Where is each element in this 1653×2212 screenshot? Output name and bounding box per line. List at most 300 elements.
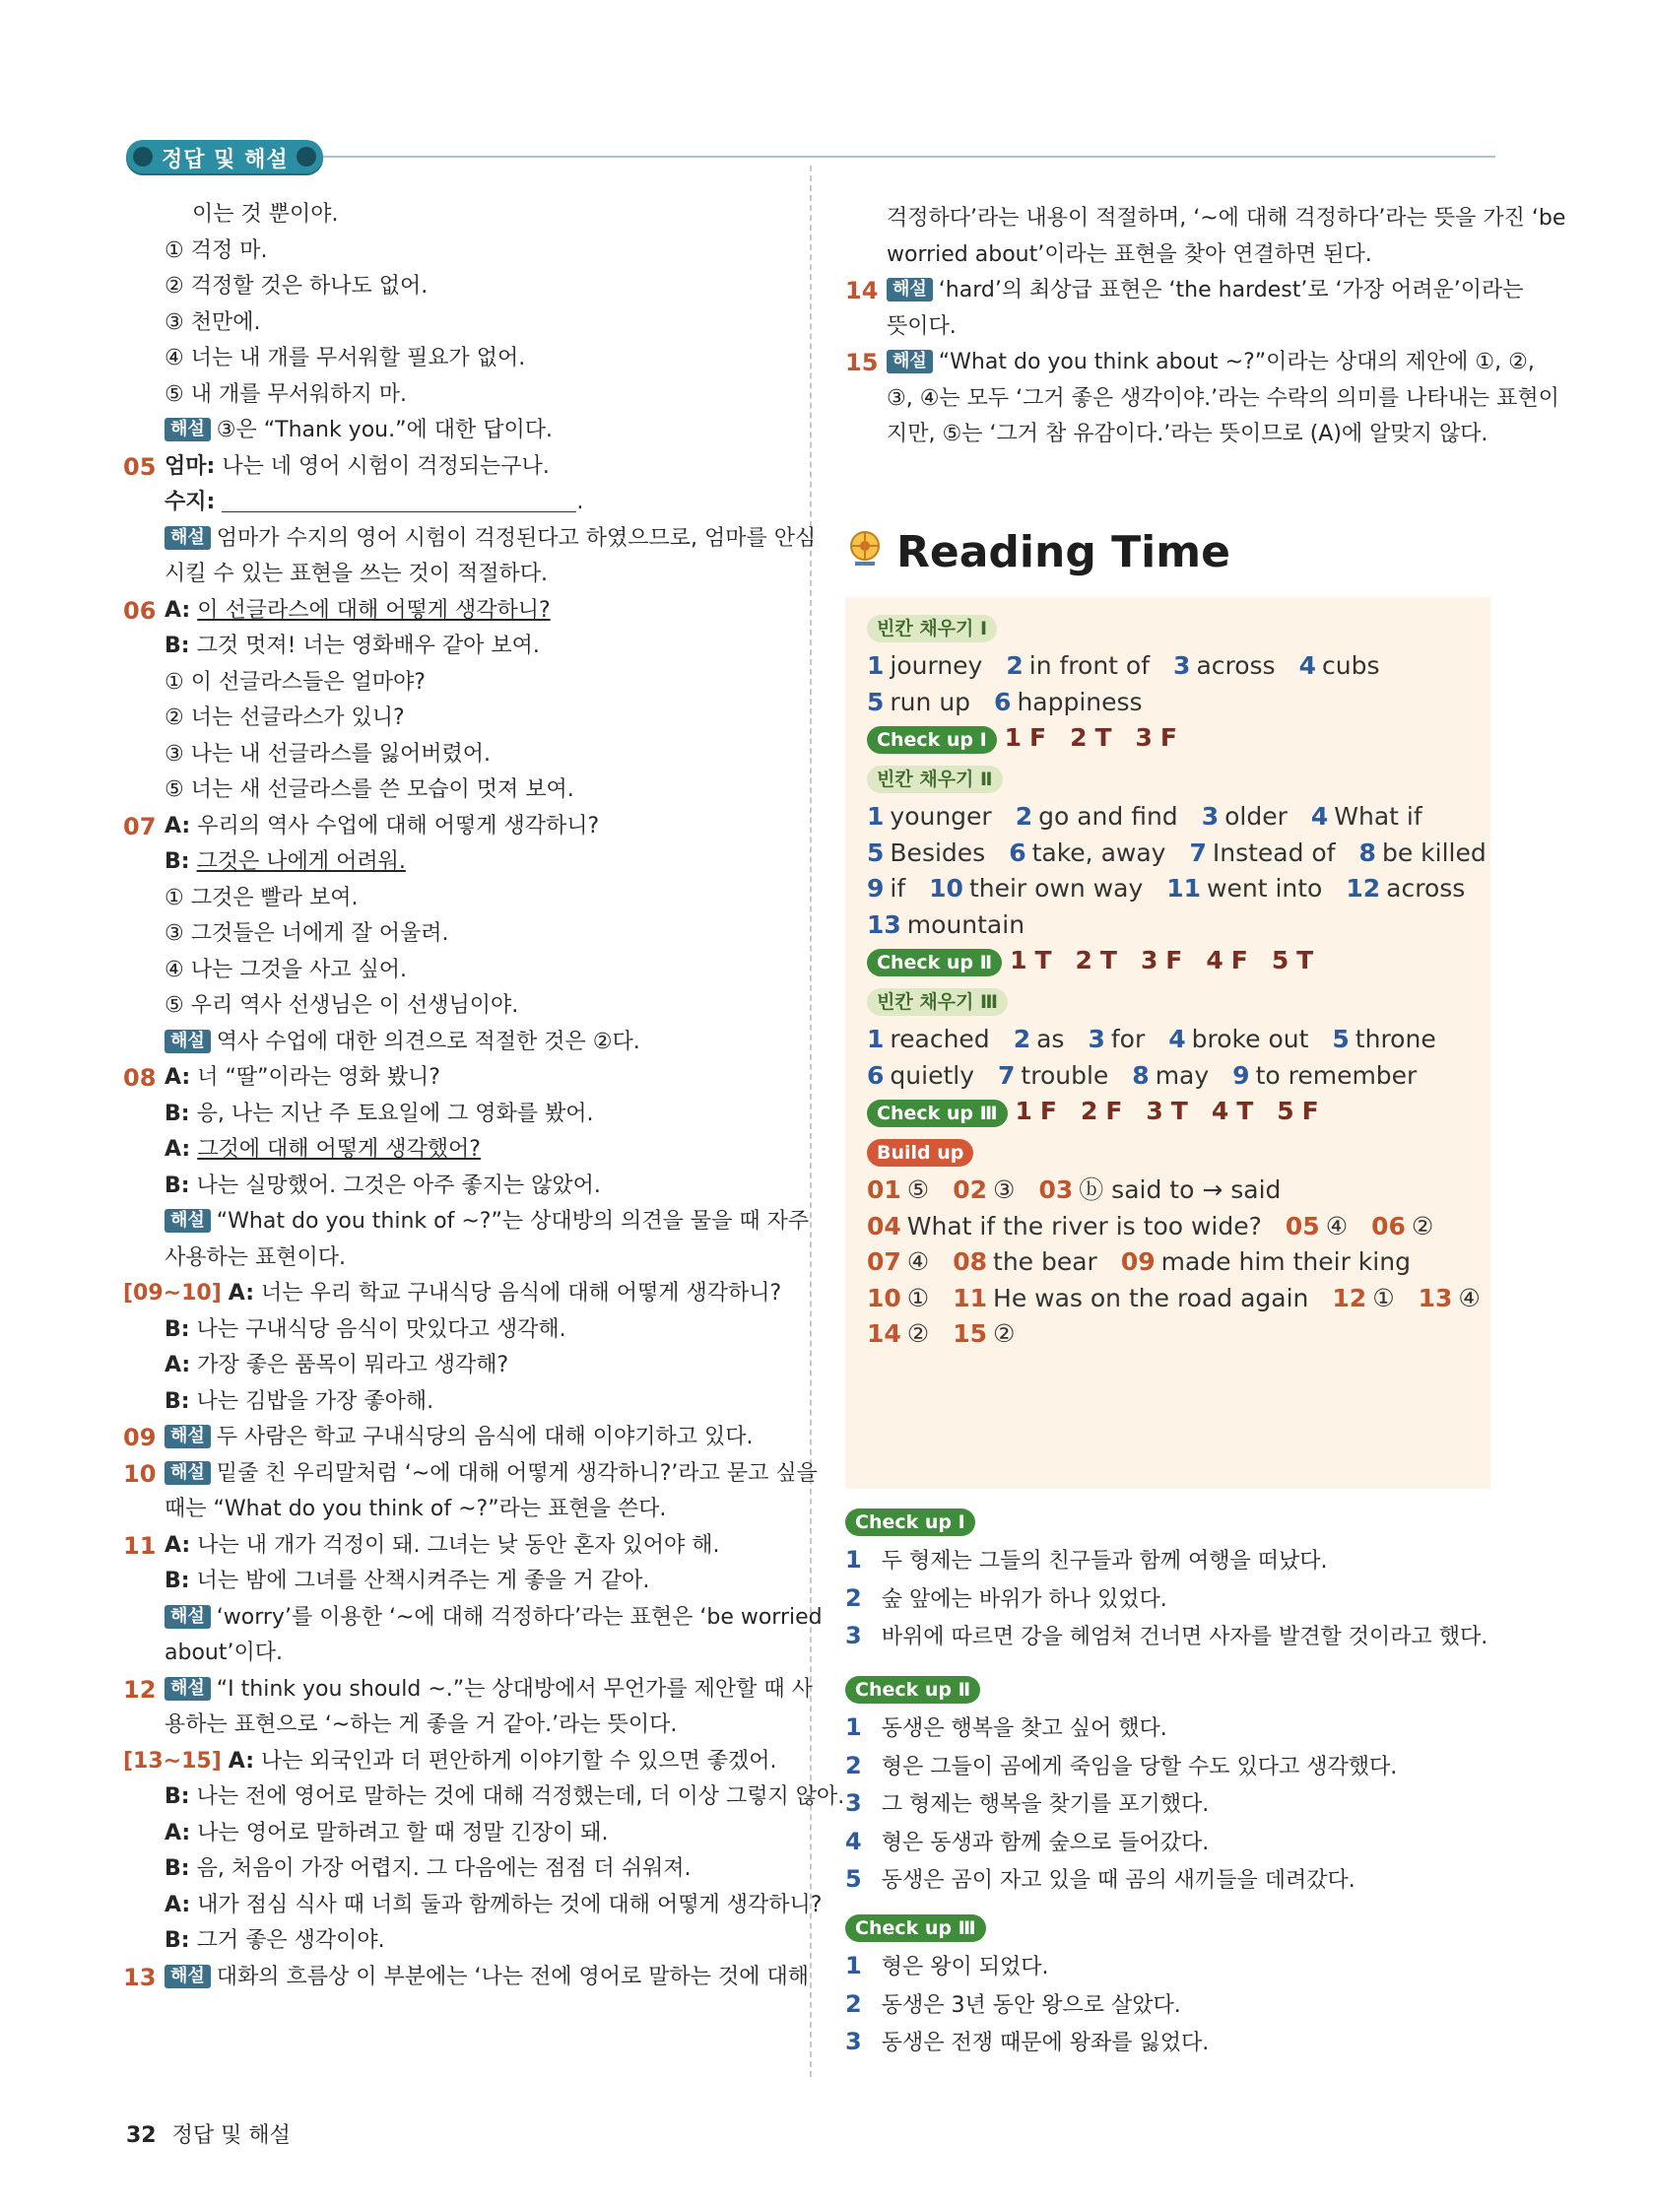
option-line: ④ 나는 그것을 사고 싶어. (165, 957, 407, 982)
check-up-2-row (867, 943, 1510, 982)
answer-item (867, 1061, 974, 1090)
answer-item (929, 874, 1143, 903)
answer-item (1359, 838, 1487, 867)
option-line: ③ 나는 내 선글라스를 잃어버렸어. (165, 741, 491, 767)
option-line: ④ 너는 내 개를 무서워할 필요가 없어. (165, 346, 526, 370)
answer-number: 2 (1075, 946, 1092, 974)
answer-number: 4 (1168, 1025, 1186, 1053)
answer-item (1173, 651, 1276, 680)
dialog-line (123, 1851, 783, 1888)
explanation-line: ③, ④는 모두 ‘그거 좋은 생각이야.’라는 수락의 의미를 나타내는 표현이 (887, 385, 1559, 411)
reading-time-title: Reading Time (896, 527, 1230, 577)
answer-text: mountain (906, 909, 1025, 939)
answer-number: 5 (867, 687, 885, 716)
dialog-line (123, 1888, 823, 1924)
translation-item (845, 1542, 1488, 1580)
question-13-15 (123, 1744, 783, 1780)
build-up-answers (867, 1173, 1510, 1353)
explanation-line: 뜻이다. (887, 313, 957, 339)
answer-item (994, 688, 1143, 716)
speaker: A: (165, 1065, 191, 1090)
answer-item (1014, 1025, 1065, 1053)
explanation-badge: 해설 (165, 526, 211, 550)
explanation-line: 사용하는 표현이다. (165, 1244, 347, 1270)
answer-number: 3 (1135, 723, 1153, 752)
explanation-line: worried about’이라는 표현을 찾아 연결하면 된다. (887, 241, 1372, 267)
item-number: 1 (845, 1952, 862, 1979)
dialog-line (123, 1923, 783, 1960)
answer-number: 7 (1189, 838, 1207, 867)
dialog-line (123, 844, 783, 881)
dialog-line (123, 1097, 783, 1133)
translation-list (845, 1542, 1488, 1656)
question-07 (123, 809, 783, 845)
answer-text: throne (1355, 1025, 1436, 1053)
explanation-line: about’이다. (165, 1641, 283, 1665)
answer-number: 09 (1120, 1247, 1156, 1276)
item-number: 1 (845, 1546, 862, 1574)
dialog-line (123, 1132, 783, 1169)
answer-item (867, 688, 970, 716)
item-number: 2 (845, 1751, 862, 1779)
explanation-line: 용하는 표현으로 ‘~하는 게 좋을 거 같아.’라는 뜻이다. (165, 1712, 678, 1737)
explanation-text: 두 사람은 학교 구내식당의 음식에 대해 이야기하고 있다. (216, 1425, 754, 1449)
explanation-text: ‘worry’를 이용한 ‘~에 대해 걱정하다’라는 표현은 ‘be worried (216, 1604, 823, 1630)
item-text: 형은 왕이 되었다. (881, 1955, 1049, 1979)
answer-number: 5 (1332, 1025, 1350, 1053)
explanation-text: 밑줄 친 우리말처럼 ‘~에 대해 어떻게 생각하니?’라고 묻고 싶을 (216, 1460, 818, 1486)
dialog-text: 나는 전에 영어로 말하는 것에 대해 걱정했는데, 더 이상 그렇지 않아. (196, 1784, 845, 1809)
dialog-text: 나는 구내식당 음식이 맛있다고 생각해. (196, 1316, 566, 1342)
answer-text: T (1094, 723, 1112, 752)
answer-number: 14 (867, 1319, 901, 1348)
dialog-text: 나는 영어로 말하려고 할 때 정말 긴장이 돼. (197, 1820, 609, 1845)
answer-text: take, away (1031, 838, 1166, 867)
blank-fill-tag-3: 빈칸 채우기 Ⅲ (867, 988, 1008, 1016)
dialog-line (123, 1816, 783, 1852)
answer-text: run up (890, 687, 971, 716)
answer-item (1168, 1025, 1308, 1053)
answer-text: ⓑ said to → said (1079, 1175, 1282, 1204)
answer-text: broke out (1191, 1025, 1309, 1053)
option-line: ③ 그것들은 너에게 잘 어울려. (165, 921, 449, 946)
answer-number: 8 (1358, 838, 1376, 867)
explanation-badge: 해설 (165, 1209, 211, 1233)
answer-text: older (1224, 802, 1288, 831)
answer-item (867, 1284, 929, 1312)
answer-text: in front of (1028, 651, 1151, 680)
answer-number: 13 (1418, 1283, 1453, 1312)
answer-text: T (1099, 946, 1117, 974)
answer-number: 3 (1146, 1097, 1163, 1125)
item-number: 5 (845, 1865, 862, 1893)
speaker: B: (165, 1316, 190, 1342)
answer-number: 04 (867, 1211, 901, 1240)
answer-number: 3 (1173, 651, 1191, 680)
page-number: 32 (126, 2123, 157, 2148)
blank-fill-tag-1: 빈칸 채우기 Ⅰ (867, 615, 997, 642)
question-range: [09~10] (123, 1281, 222, 1306)
answer-item (867, 874, 905, 903)
translation-list (845, 1709, 1397, 1900)
question-14 (845, 273, 1524, 309)
answer-number: 05 (1285, 1211, 1320, 1240)
option-line: ① 그것은 빨라 보여. (165, 885, 359, 910)
answer-text: made him their king (1160, 1247, 1411, 1276)
speaker: B: (165, 1784, 190, 1809)
item-text: 바위에 따르면 강을 헤엄쳐 건너면 사자를 발견할 것이라고 했다. (881, 1625, 1488, 1649)
item-text: 동생은 3년 동안 왕으로 살았다. (881, 1992, 1181, 2018)
option-line: ⑤ 우리 역사 선생님은 이 선생님이야. (165, 993, 519, 1018)
answer-number: 01 (867, 1175, 901, 1204)
speaker: B: (165, 1856, 190, 1881)
check-up-translation-3 (845, 1909, 1209, 2062)
question-09 (123, 1420, 783, 1456)
answer-number: 1 (1004, 723, 1023, 752)
reading-time-content (867, 609, 1510, 1353)
translation-item (845, 1709, 1397, 1748)
dialog-text: 그것 멋져! 너는 영화배우 같아 보여. (196, 634, 540, 658)
answer-text: if (890, 874, 906, 903)
blank-fill-answers-3 (867, 1022, 1510, 1094)
header-dot-left (133, 147, 153, 167)
question-number: 08 (123, 1064, 157, 1092)
answer-number: 8 (1132, 1060, 1150, 1090)
answer-number: 4 (1310, 802, 1329, 831)
speaker: B: (165, 1569, 190, 1593)
answer-row (867, 1022, 1510, 1058)
translation-item (845, 1986, 1209, 2025)
explanation-line: 때는 “What do you think of ~?”라는 표현을 쓴다. (165, 1497, 667, 1521)
answer-number: 06 (1371, 1211, 1406, 1240)
speaker: 엄마: (165, 453, 216, 479)
answer-text: be killed (1381, 838, 1487, 867)
blank-fill-answers-2 (867, 799, 1510, 943)
translation-item (845, 1824, 1397, 1862)
question-10 (123, 1456, 818, 1493)
speaker: B: (165, 1928, 190, 1953)
text-line: 이는 것 뿐이야. (192, 202, 339, 227)
answer-item (867, 910, 1025, 939)
answer-number: 9 (867, 874, 885, 903)
item-text: 형은 그들이 곰에게 죽임을 당할 수도 있다고 생각했다. (881, 1754, 1398, 1779)
explanation-badge: 해설 (887, 350, 933, 373)
answer-number: 13 (867, 909, 901, 939)
answer-item (1088, 1025, 1145, 1053)
question-05 (123, 449, 783, 486)
answer-item (1166, 874, 1322, 903)
reading-time-box (845, 597, 1490, 1489)
question-09-10 (123, 1276, 783, 1312)
answer-text: for (1110, 1025, 1146, 1053)
question-11 (123, 1528, 783, 1565)
explanation-text: 대화의 흐름상 이 부분에는 ‘나는 전에 영어로 말하는 것에 대해 (216, 1964, 810, 1989)
dialog-line (123, 1564, 783, 1600)
option-line: ③ 천만에. (165, 309, 261, 335)
footer-label: 정답 및 해설 (171, 2123, 291, 2148)
answer-row (867, 1058, 1510, 1095)
dialog-line (123, 1312, 783, 1349)
answer-text: ⑤ (906, 1175, 930, 1204)
speaker: B: (165, 1173, 190, 1198)
answer-text: as (1036, 1025, 1065, 1053)
answer-item (1132, 1061, 1209, 1090)
question-number: 12 (123, 1675, 157, 1704)
answer-text: F (1105, 1097, 1123, 1125)
answer-item (1346, 874, 1465, 903)
dialog-line (123, 629, 783, 665)
answer-text: ④ (1325, 1211, 1349, 1240)
dialog-line (123, 485, 783, 521)
explanation-badge: 해설 (165, 1425, 211, 1448)
speaker: A: (165, 597, 191, 623)
blank-fill-tag-2: 빈칸 채우기 Ⅱ (867, 766, 1003, 793)
explanation-text: “I think you should ~.”는 상대방에서 무언가를 제안할 때 사 (216, 1676, 813, 1702)
answer-text: T (1296, 946, 1314, 974)
speaker: A: (165, 1892, 191, 1917)
check-up-translation-2 (845, 1670, 1397, 1900)
speaker: A: (165, 1137, 191, 1162)
answer-item (867, 1247, 929, 1276)
item-number: 3 (845, 1789, 862, 1817)
translation-item (845, 1861, 1397, 1900)
answer-row (867, 685, 1510, 721)
answer-number: 1 (867, 651, 885, 680)
answer-text: across (1196, 651, 1276, 680)
question-number: 13 (123, 1963, 157, 1991)
item-text: 동생은 전쟁 때문에 왕좌를 잃었다. (881, 2031, 1210, 2055)
translation-item (845, 1948, 1209, 1986)
option-line: ⑤ 너는 새 선글라스를 쓴 모습이 멋져 보여. (165, 777, 574, 802)
wheel-icon (845, 528, 885, 568)
answer-number: 12 (1332, 1283, 1367, 1312)
answer-text: the bear (993, 1247, 1097, 1276)
answer-text: to remember (1255, 1060, 1418, 1090)
option-line: ⑤ 내 개를 무서워하지 마. (165, 381, 407, 407)
answer-number: 11 (1166, 874, 1202, 903)
answer-item (953, 1175, 1015, 1204)
answer-item (867, 1319, 929, 1348)
answer-item (1189, 838, 1335, 867)
answer-text: quietly (890, 1060, 974, 1090)
check-up-tag: Check up Ⅲ (845, 1914, 986, 1942)
answer-item (1121, 1247, 1411, 1276)
dialog-text: 우리의 역사 수업에 대해 어떻게 생각하니? (197, 813, 600, 838)
dialog-text: 나는 내 개가 걱정이 돼. 그녀는 낮 동안 혼자 있어야 해. (197, 1532, 720, 1558)
dialog-text: 나는 김밥을 가장 좋아해. (196, 1388, 434, 1414)
item-number: 1 (845, 1713, 862, 1741)
answer-number: 7 (998, 1060, 1016, 1090)
explanation-text: 엄마가 수지의 영어 시험이 걱정된다고 하였으므로, 엄마를 안심 (216, 525, 817, 551)
answer-row (867, 907, 1510, 944)
dialog-text: 나는 네 영어 시험이 걱정되는구나. (222, 453, 550, 479)
section-title: 정답 및 해설 (162, 148, 289, 172)
item-text: 숲 앞에는 바위가 하나 있었다. (881, 1586, 1167, 1612)
answer-row (867, 871, 1510, 907)
answer-item (867, 802, 992, 831)
answer-text: may (1155, 1060, 1210, 1090)
answer-number: 10 (867, 1283, 901, 1312)
dialog-line (123, 1779, 845, 1816)
answer-item (1016, 802, 1178, 831)
dialog-line (123, 1169, 783, 1205)
speaker: B: (165, 849, 190, 874)
section-header (126, 140, 323, 173)
answer-item (1006, 651, 1150, 680)
answer-item (867, 1212, 1262, 1240)
option-line: ② 걱정할 것은 하나도 없어. (165, 274, 429, 299)
explanation-badge: 해설 (165, 418, 211, 441)
answer-text: ③ (993, 1175, 1016, 1204)
answer-text: F (1039, 1097, 1057, 1125)
explanation-line (123, 1600, 823, 1637)
question-number: 14 (845, 277, 879, 304)
answer-text: trouble (1021, 1060, 1109, 1090)
answer-item (1009, 838, 1165, 867)
check-up-3-row (867, 1094, 1510, 1133)
underlined-text: 이 선글라스에 대해 어떻게 생각하니? (197, 597, 551, 623)
answer-text: T (1236, 1097, 1254, 1125)
question-12 (123, 1672, 813, 1709)
answer-text: What if the river is too wide? (906, 1211, 1262, 1240)
item-text: 형은 동생과 함께 숲으로 들어갔다. (881, 1830, 1210, 1855)
check-up-translation-1 (845, 1503, 1488, 1656)
answer-text: reached (890, 1025, 990, 1053)
answer-number: 6 (994, 687, 1012, 716)
answer-item (867, 651, 982, 680)
answer-number: 07 (867, 1247, 901, 1276)
explanation-badge: 해설 (165, 1030, 211, 1053)
right-column-top (845, 201, 1566, 453)
check-up-tag: Check up Ⅱ (845, 1676, 980, 1704)
dialog-line (123, 1348, 783, 1384)
answer-row (867, 1173, 1510, 1209)
answer-text: Besides (890, 838, 986, 867)
option-line: ① 이 선글라스들은 얼마야? (165, 669, 426, 695)
explanation-line (123, 413, 783, 449)
answer-number: 1 (867, 1025, 885, 1053)
dialog-text: 응, 나는 지난 주 토요일에 그 영화를 봤어. (196, 1101, 594, 1126)
explanation-text: 역사 수업에 대한 의견으로 적절한 것은 ②다. (216, 1029, 640, 1054)
answer-item (867, 838, 985, 867)
option-line: ① 걱정 마. (165, 237, 268, 263)
dialog-text: 가장 좋은 품목이 뭐라고 생각해? (197, 1353, 509, 1377)
question-06 (123, 593, 783, 630)
header-dot-right (297, 147, 316, 167)
underlined-text: 그것에 대해 어떻게 생각했어? (197, 1137, 481, 1162)
answer-text: ② (1411, 1211, 1434, 1240)
answer-text: Instead of (1212, 838, 1336, 867)
speaker: A: (165, 813, 191, 838)
explanation-text: “What do you think of ~?”는 상대방의 의견을 물을 때 자주 (216, 1209, 810, 1234)
answer-text: F (1301, 1097, 1319, 1125)
answer-row (867, 1316, 1510, 1353)
build-up-tag: Build up (867, 1139, 973, 1167)
answer-text: F (1230, 946, 1248, 974)
answer-number: 5 (1277, 1097, 1294, 1125)
answer-item (1232, 1061, 1417, 1090)
answer-item (1332, 1284, 1394, 1312)
answer-number: 2 (1006, 651, 1024, 680)
translation-item (845, 1580, 1488, 1619)
option-line: ② 너는 선글라스가 있니? (165, 705, 405, 730)
answer-item (1286, 1212, 1348, 1240)
question-15 (845, 345, 1535, 381)
item-number: 4 (845, 1827, 862, 1855)
dialog-text: 그거 좋은 생각이야. (196, 1928, 385, 1953)
check-up-answers-1 (1005, 723, 1201, 752)
answer-item (1202, 802, 1288, 831)
dialog-text: 음, 처음이 가장 어렵지. 그 다음에는 점점 더 쉬워져. (196, 1856, 692, 1881)
check-up-answers-3 (1016, 1097, 1343, 1125)
translation-list (845, 1948, 1209, 2062)
speaker: A: (165, 1353, 191, 1377)
speaker: B: (165, 1388, 190, 1414)
answer-item (953, 1319, 1015, 1348)
answer-number: 15 (953, 1319, 988, 1348)
answer-item (867, 1025, 990, 1053)
dialog-text: 너는 우리 학교 구내식당 음식에 대해 어떻게 생각하니? (261, 1281, 782, 1306)
answer-text: ② (906, 1319, 930, 1348)
answer-text: cubs (1321, 651, 1380, 680)
answer-number: 1 (867, 802, 885, 831)
answer-number: 03 (1038, 1175, 1074, 1204)
check-up-tag-2: Check up Ⅱ (867, 949, 1002, 976)
dialog-text: 너는 밤에 그녀를 산책시켜주는 게 좋을 거 같아. (196, 1569, 650, 1593)
answer-item (1299, 651, 1380, 680)
answer-number: 5 (867, 838, 885, 867)
explanation-badge: 해설 (165, 1677, 211, 1701)
dialog-text: 내가 점심 식사 때 너희 둘과 함께하는 것에 대해 어떻게 생각하니? (197, 1892, 823, 1917)
answer-number: 3 (1140, 946, 1158, 974)
answer-item (867, 1175, 929, 1204)
explanation-line: 시킬 수 있는 표현을 쓰는 것이 적절하다. (165, 562, 548, 586)
explanation-badge: 해설 (887, 278, 933, 302)
explanation-line: 걱정하다’라는 내용이 적절하며, ‘~에 대해 걱정하다’라는 뜻을 가진 ‘be (887, 206, 1566, 231)
explanation-text: ‘hard’의 최상급 표현은 ‘the hardest’로 ‘가장 어려운’이라는 (938, 278, 1524, 302)
item-text: 동생은 곰이 자고 있을 때 곰의 새끼들을 데려갔다. (881, 1868, 1355, 1893)
answer-row (867, 1281, 1510, 1317)
answer-text: T (1034, 946, 1052, 974)
answer-text: T (1170, 1097, 1188, 1125)
question-number: 07 (123, 812, 157, 840)
speaker: A: (228, 1748, 255, 1774)
answer-number: 11 (953, 1283, 988, 1312)
answer-item (953, 1284, 1308, 1312)
check-up-tag-3: Check up Ⅲ (867, 1100, 1008, 1127)
answer-number: 4 (1298, 651, 1316, 680)
question-number: 15 (845, 349, 879, 376)
answer-number: 2 (1013, 1025, 1031, 1053)
explanation-badge: 해설 (165, 1461, 211, 1485)
answer-number: 08 (953, 1247, 988, 1276)
answer-text: F (1165, 946, 1183, 974)
header-rule (323, 156, 1495, 158)
question-number: 10 (123, 1459, 157, 1488)
explanation-line (123, 1204, 810, 1240)
answer-row (867, 799, 1510, 836)
answer-row (867, 836, 1510, 872)
answer-row (867, 1209, 1510, 1245)
answer-number: 02 (953, 1175, 988, 1204)
answer-item (1419, 1284, 1481, 1312)
dialog-text: . (576, 490, 584, 514)
check-up-tag: Check up Ⅰ (845, 1508, 975, 1536)
translation-item (845, 1785, 1397, 1824)
item-number: 2 (845, 1583, 862, 1612)
answer-text: What if (1334, 802, 1422, 831)
speaker: A: (165, 1532, 191, 1558)
